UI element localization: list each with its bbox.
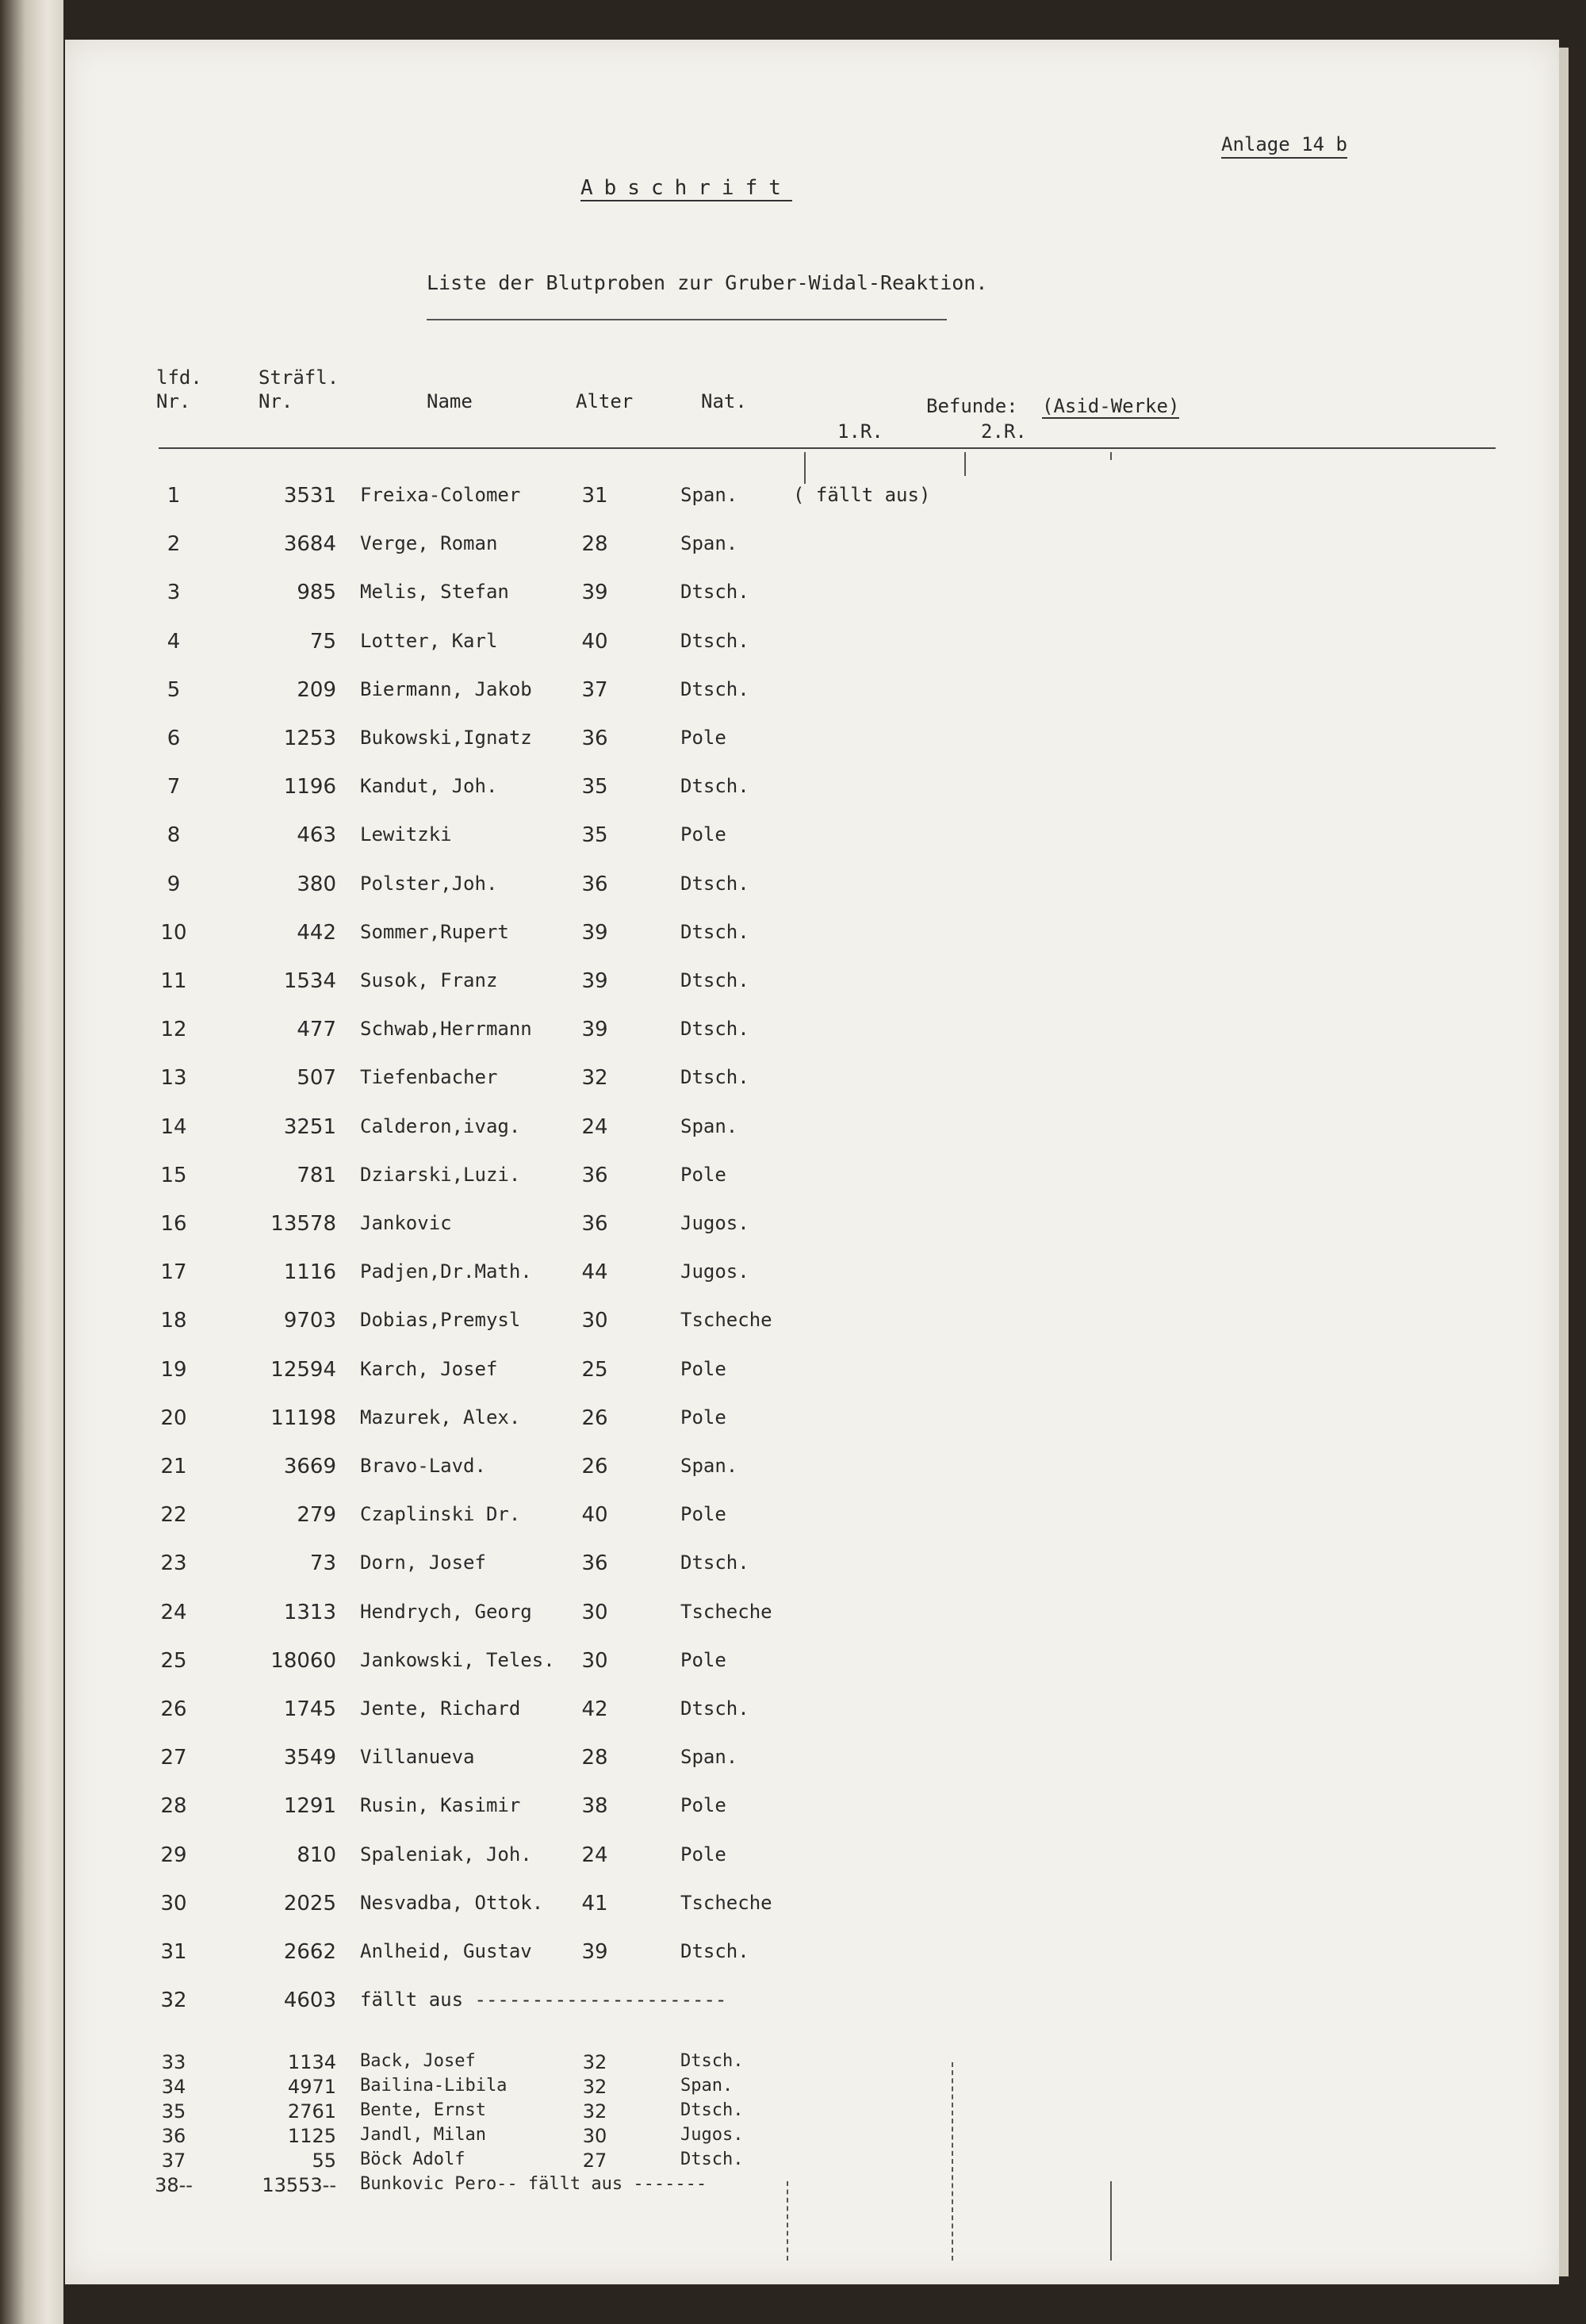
header-straefl-nr: Nr. [259,390,293,412]
cell-lfd-nr: 13 [160,1066,187,1091]
header-asid-werke: (Asid-Werke) [1042,395,1180,417]
cell-alter: 39 [581,1018,608,1042]
table-row [65,1358,1559,1390]
cell-alter: 30 [581,1309,608,1333]
cell-lfd-nr: 21 [160,1455,187,1478]
cell-straefl-nr: 1125 [287,2125,336,2147]
table-row [65,1551,1559,1583]
cell-name: Spaleniak, Joh. [360,1843,532,1866]
header-round-2: 2.R. [981,420,1027,443]
table-row [65,1406,1559,1438]
cell-nat: Span. [680,1455,738,1477]
cell-lfd-nr: 35 [161,2100,186,2123]
table-row [65,727,1559,758]
cell-alter: 30 [581,1600,608,1624]
cell-nat: Pole [680,727,726,749]
cell-nat: Dtsch. [680,2150,744,2169]
cell-straefl-nr: 55 [312,2150,336,2172]
header-round-1: 1.R. [837,420,883,443]
table-row [65,921,1559,953]
cell-lfd-nr: 23 [160,1551,187,1576]
cell-name: Lewitzki [360,823,452,846]
header-lfd: lfd. [156,366,202,389]
cell-name: Biermann, Jakob [360,677,532,700]
cell-lfd-nr: 4 [167,629,181,654]
cell-lfd-nr: 36 [161,2125,186,2147]
table-row [65,1794,1559,1826]
header-befunde: Befunde: [926,395,1018,417]
cell-lfd-nr: 9 [167,872,181,896]
cell-lfd-nr: 33 [161,2051,186,2073]
cell-lfd-nr: 14 [160,1114,187,1139]
table-row [65,1212,1559,1244]
header-nat: Nat. [701,390,747,412]
cell-nat: Dtsch. [680,1940,749,1962]
cell-nat: Pole [680,1163,726,1186]
cell-name: Lotter, Karl [360,629,498,652]
cell-straefl-nr: 73 [309,1551,336,1576]
table-row [65,678,1559,710]
cell-nat: Dtsch. [680,1551,749,1574]
cell-lfd-nr: 19 [160,1357,187,1382]
table-row [65,1115,1559,1147]
cell-name: Schwab,Herrmann [360,1018,532,1041]
cell-alter: 36 [581,1163,608,1187]
cell-lfd-nr: 3 [167,581,181,605]
cell-straefl-nr: 1745 [283,1697,336,1721]
cell-alter: 28 [581,532,608,557]
cell-name: Bunkovic Pero-- fällt aus ------- [360,2174,707,2194]
table-row [65,581,1559,612]
cell-straefl-nr: 380 [297,872,336,896]
table-row [65,1164,1559,1195]
cell-lfd-nr: 8 [167,823,181,848]
cell-name: Verge, Roman [360,532,498,555]
cell-alter: 32 [582,2051,607,2073]
cell-nat: Dtsch. [680,629,749,652]
cell-lfd-nr: 16 [160,1212,187,1236]
cell-straefl-nr: 2025 [283,1891,336,1916]
cell-name: Czaplinski Dr. [360,1503,521,1526]
table-row [65,1697,1559,1729]
table-row [65,484,1559,516]
cell-straefl-nr: 13553-- [262,2174,336,2196]
cell-befund: ( fällt aus) [793,484,931,506]
table-row [65,775,1559,807]
cell-straefl-nr: 75 [309,629,336,654]
cell-straefl-nr: 3531 [283,484,336,508]
cell-name: Polster,Joh. [360,872,498,895]
cell-straefl-nr: 3549 [283,1746,336,1770]
cell-straefl-nr: 1291 [283,1794,336,1819]
cell-alter: 27 [582,2150,607,2172]
cell-nat: Dtsch. [680,2100,744,2120]
cell-nat: Pole [680,1794,726,1817]
cell-straefl-nr: 12594 [270,1357,336,1382]
cell-straefl-nr: 1116 [283,1260,336,1285]
page-edge [1559,48,1569,2276]
table-row [65,1260,1559,1292]
cell-alter: 30 [581,1648,608,1673]
table-row [65,1503,1559,1535]
cell-alter: 28 [581,1746,608,1770]
cell-name: Villanueva [360,1746,475,1769]
cell-lfd-nr: 31 [160,1940,187,1964]
cell-alter: 26 [581,1406,608,1430]
table-row [65,532,1559,564]
document-heading: Abschrift [580,176,792,200]
cell-name: Dorn, Josef [360,1551,486,1574]
book-binding [0,0,63,2324]
table-row [65,1309,1559,1340]
column-divider [964,452,966,476]
cell-alter: 26 [581,1455,608,1478]
cell-straefl-nr: 1534 [283,969,336,993]
cell-name: Susok, Franz [360,969,498,991]
cell-lfd-nr: 34 [161,2076,186,2098]
cell-straefl-nr: 1253 [283,727,336,750]
cell-name: Padjen,Dr.Math. [360,1260,532,1283]
cell-lfd-nr: 28 [160,1794,187,1819]
table-row [65,1940,1559,1972]
cell-nat: Dtsch. [680,969,749,991]
cell-lfd-nr: 7 [167,775,181,800]
cell-lfd-nr: 32 [160,1988,187,2013]
cell-nat: Dtsch. [680,775,749,798]
cell-straefl-nr: 3251 [283,1114,336,1139]
cell-alter: 31 [581,484,608,508]
cell-name: Anlheid, Gustav [360,1940,532,1962]
cell-alter: 32 [582,2100,607,2123]
cell-name: Hendrych, Georg [360,1600,532,1623]
cell-nat: Dtsch. [680,1018,749,1041]
cell-straefl-nr: 1134 [287,2051,336,2073]
cell-nat: Dtsch. [680,1066,749,1089]
cell-nat: Pole [680,1648,726,1671]
annex-label: Anlage 14 b [1221,133,1347,159]
cell-nat: Jugos. [680,1260,749,1283]
cell-name: Calderon,ivag. [360,1114,521,1137]
cell-lfd-nr: 25 [160,1648,187,1673]
cell-name: Jankowski, Teles. [360,1648,555,1671]
cell-straefl-nr: 985 [297,581,336,605]
cell-lfd-nr: 2 [167,532,181,557]
cell-name: Bente, Ernst [360,2100,486,2120]
table-row [65,1649,1559,1681]
table-row [65,969,1559,1001]
cell-name: Tiefenbacher [360,1066,498,1089]
cell-lfd-nr: 15 [160,1163,187,1187]
table-row [65,2174,1559,2206]
cell-lfd-nr: 5 [167,677,181,702]
cell-name: Jente, Richard [360,1697,521,1720]
cell-straefl-nr: 477 [297,1018,336,1042]
cell-straefl-nr: 3669 [283,1455,336,1478]
cell-alter: 24 [581,1114,608,1139]
cell-name: fällt aus ---------------------- [360,1988,727,2011]
table-row [65,1018,1559,1049]
cell-name: Freixa-Colomer [360,484,521,506]
cell-straefl-nr: 209 [297,677,336,702]
cell-nat: Span. [680,484,738,506]
cell-alter: 36 [581,1551,608,1576]
cell-alter: 39 [581,969,608,993]
subtitle-underline [427,319,947,320]
cell-lfd-nr: 18 [160,1309,187,1333]
cell-nat: Tscheche [680,1309,772,1332]
cell-nat: Dtsch. [680,581,749,604]
table-row [65,1843,1559,1875]
cell-lfd-nr: 29 [160,1843,187,1867]
cell-straefl-nr: 18060 [270,1648,336,1673]
cell-lfd-nr: 1 [167,484,181,508]
document-subtitle: Liste der Blutproben zur Gruber-Widal-Reaktion. [427,271,988,294]
cell-alter: 35 [581,823,608,848]
cell-lfd-nr: 27 [160,1746,187,1770]
table-row [65,1455,1559,1486]
cell-name: Rusin, Kasimir [360,1794,521,1817]
cell-alter: 39 [581,920,608,945]
table-row [65,823,1559,855]
cell-lfd-nr: 6 [167,727,181,750]
cell-straefl-nr: 2761 [287,2100,336,2123]
cell-alter: 36 [581,727,608,750]
cell-lfd-nr: 17 [160,1260,187,1285]
header-alter: Alter [576,390,634,412]
table-row [65,1601,1559,1632]
cell-alter: 42 [581,1697,608,1721]
cell-alter: 35 [581,775,608,800]
cell-lfd-nr: 38-- [155,2174,193,2196]
cell-lfd-nr: 20 [160,1406,187,1430]
cell-alter: 30 [582,2125,607,2147]
cell-straefl-nr: 1313 [283,1600,336,1624]
cell-nat: Dtsch. [680,1697,749,1720]
cell-nat: Tscheche [680,1600,772,1623]
cell-alter: 32 [581,1066,608,1091]
cell-nat: Dtsch. [680,2051,744,2071]
cell-alter: 37 [581,677,608,702]
cell-nat: Span. [680,1114,738,1137]
cell-alter: 36 [581,1212,608,1236]
cell-straefl-nr: 2662 [283,1940,336,1964]
cell-straefl-nr: 442 [297,920,336,945]
cell-name: Bukowski,Ignatz [360,727,532,749]
cell-straefl-nr: 1196 [283,775,336,800]
cell-straefl-nr: 4971 [287,2076,336,2098]
cell-nat: Dtsch. [680,920,749,943]
cell-straefl-nr: 3684 [283,532,336,557]
cell-nat: Jugos. [680,1212,749,1234]
header-name: Name [427,390,473,412]
cell-nat: Tscheche [680,1891,772,1914]
header-rule [159,447,1496,449]
cell-alter: 41 [581,1891,608,1916]
cell-alter: 36 [581,872,608,896]
column-divider [1110,452,1112,460]
cell-alter: 38 [581,1794,608,1819]
cell-alter: 40 [581,1503,608,1528]
table-row [65,1066,1559,1098]
cell-nat: Span. [680,2076,734,2096]
cell-lfd-nr: 30 [160,1891,187,1916]
cell-alter: 40 [581,629,608,654]
cell-name: Jankovic [360,1212,452,1234]
cell-straefl-nr: 9703 [283,1309,336,1333]
cell-name: Jandl, Milan [360,2125,486,2145]
cell-name: Dziarski,Luzi. [360,1163,521,1186]
cell-name: Melis, Stefan [360,581,509,604]
cell-nat: Dtsch. [680,677,749,700]
cell-straefl-nr: 810 [297,1843,336,1867]
table-row [65,1746,1559,1778]
cell-nat: Pole [680,1843,726,1866]
cell-name: Dobias,Premysl [360,1309,521,1332]
cell-name: Bravo-Lavd. [360,1455,486,1477]
cell-nat: Pole [680,823,726,846]
table-row [65,1892,1559,1923]
table-row [65,630,1559,662]
cell-alter: 25 [581,1357,608,1382]
cell-name: Mazurek, Alex. [360,1406,521,1429]
cell-name: Bailina-Libila [360,2076,508,2096]
cell-straefl-nr: 781 [297,1163,336,1187]
cell-lfd-nr: 26 [160,1697,187,1721]
cell-straefl-nr: 279 [297,1503,336,1528]
cell-alter: 32 [582,2076,607,2098]
cell-lfd-nr: 12 [160,1018,187,1042]
cell-nat: Jugos. [680,2125,744,2145]
cell-straefl-nr: 11198 [270,1406,336,1430]
cell-lfd-nr: 22 [160,1503,187,1528]
document-page [65,40,1559,2284]
cell-straefl-nr: 13578 [270,1212,336,1236]
cell-lfd-nr: 37 [161,2150,186,2172]
column-divider [804,452,806,484]
cell-name: Back, Josef [360,2051,476,2071]
cell-lfd-nr: 10 [160,920,187,945]
cell-nat: Pole [680,1406,726,1429]
cell-lfd-nr: 11 [160,969,187,993]
cell-lfd-nr: 24 [160,1600,187,1624]
cell-nat: Pole [680,1503,726,1526]
cell-nat: Dtsch. [680,872,749,895]
cell-nat: Pole [680,1357,726,1380]
table-row [65,872,1559,904]
header-lfd-nr: Nr. [156,390,191,412]
header-straefl: Sträfl. [259,366,339,389]
cell-straefl-nr: 4603 [283,1988,336,2013]
cell-straefl-nr: 507 [297,1066,336,1091]
table-row [65,1988,1559,2020]
cell-name: Karch, Josef [360,1357,498,1380]
cell-alter: 39 [581,581,608,605]
cell-name: Sommer,Rupert [360,920,509,943]
cell-straefl-nr: 463 [297,823,336,848]
cell-alter: 24 [581,1843,608,1867]
cell-nat: Span. [680,1746,738,1769]
cell-name: Nesvadba, Ottok. [360,1891,544,1914]
cell-name: Böck Adolf [360,2150,465,2169]
cell-name: Kandut, Joh. [360,775,498,798]
cell-nat: Span. [680,532,738,555]
cell-alter: 44 [581,1260,608,1285]
cell-alter: 39 [581,1940,608,1964]
